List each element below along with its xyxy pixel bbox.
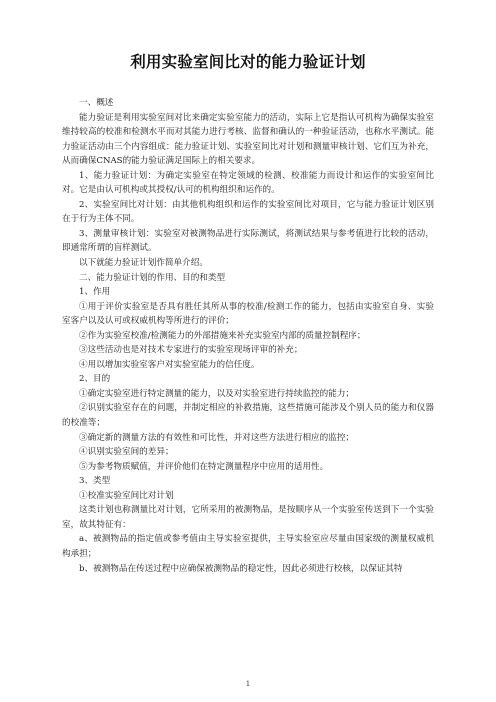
paragraph: 能力验证是利用实验室间对比来确定实验室能力的活动，实际上它是指认可机构为确保实验室维持较高的校准和检测水平而对其能力进行考核、监督和确认的一种验证活动，也称水平测试。能力验证活动由三个内容组成：能力验证计划、实验室间比对计划和测量审核计划、它们互为补充，从而确保CNAS的能力验证满足国际上的相关要求。 [62,112,434,167]
list-item: ①确定实验室进行特定测量的能力，以及对实验室进行持续监控的能力； [79,388,355,399]
document-body [62,96,434,576]
list-item: ①校准实验室间比对计划 [79,490,174,501]
section-heading-purpose: 二、能力验证计划的作用、目的和类型 [79,272,226,283]
list-item: ④识别实验室间的差异； [79,447,174,458]
list-item: ③这些活动也是对技术专家进行的实验室现场评审的补充； [79,345,303,356]
list-item: ④用以增加实验室客户对实验室能力的信任度。 [79,359,260,370]
subheading-purpose: 2、目的 [79,374,111,385]
paragraph: b、被测物品在传送过程中应确保被测物品的稳定性，因此必须进行校核，以保证其特 [79,563,403,574]
paragraph: 这类计划也称测量比对计划，它所采用的被测物品，是按顺序从一个实验室传送到下一个实验室，故其特征有： [62,505,434,530]
paragraph: 1、能力验证计划：为确定实验室在特定领域的检测、校准能力而设计和运作的实验室间比对。它是由认可机构或其授权/认可的机构组织和运作的。 [62,170,434,196]
list-item: ⑤为参考物质赋值，并评价他们在特定测量程序中应用的适用性。 [79,461,329,472]
paragraph: 2、实验室间比对计划：由其他机构组织和运作的实验室间比对项目，它与能力验证计划区别在于行为主体不同。 [62,199,434,225]
list-item: ③确定新的测量方法的有效性和可比性，并对这些方法进行相应的监控； [79,432,355,443]
page-title: 利用实验室间比对的能力验证计划 [130,53,366,71]
page-number: 1 [245,680,251,688]
paragraph: 以下就能力验证计划作简单介绍。 [79,258,208,269]
paragraph: 3、测量审核计划：实验室对被测物品进行实际测试，将测试结果与参考值进行比较的活动，即通常所谓的盲样测试。 [62,228,434,254]
list-item: ②作为实验室校准/检测能力的外部措施来补充实验室内部的质量控制程序； [79,330,366,341]
subheading-role: 1、作用 [79,287,111,298]
list-item: ①用于评价实验室是否具有胜任其所从事的校准/检测工作的能力，包括由实验室自身、实验室客户以及认可或权威机构等所进行的评价； [62,301,434,327]
section-heading-overview: 一、概述 [79,98,114,108]
list-item: ②识别实验室存在的问题，并制定相应的补救措施，这些措施可能涉及个别人员的能力和仪器的校准等； [62,403,434,429]
paragraph: a、被测物品的指定值或参考值由主导实验室提供，主导实验室应尽量由国家级的测量权威机构承担； [62,534,434,559]
subheading-types: 3、类型 [79,476,111,487]
